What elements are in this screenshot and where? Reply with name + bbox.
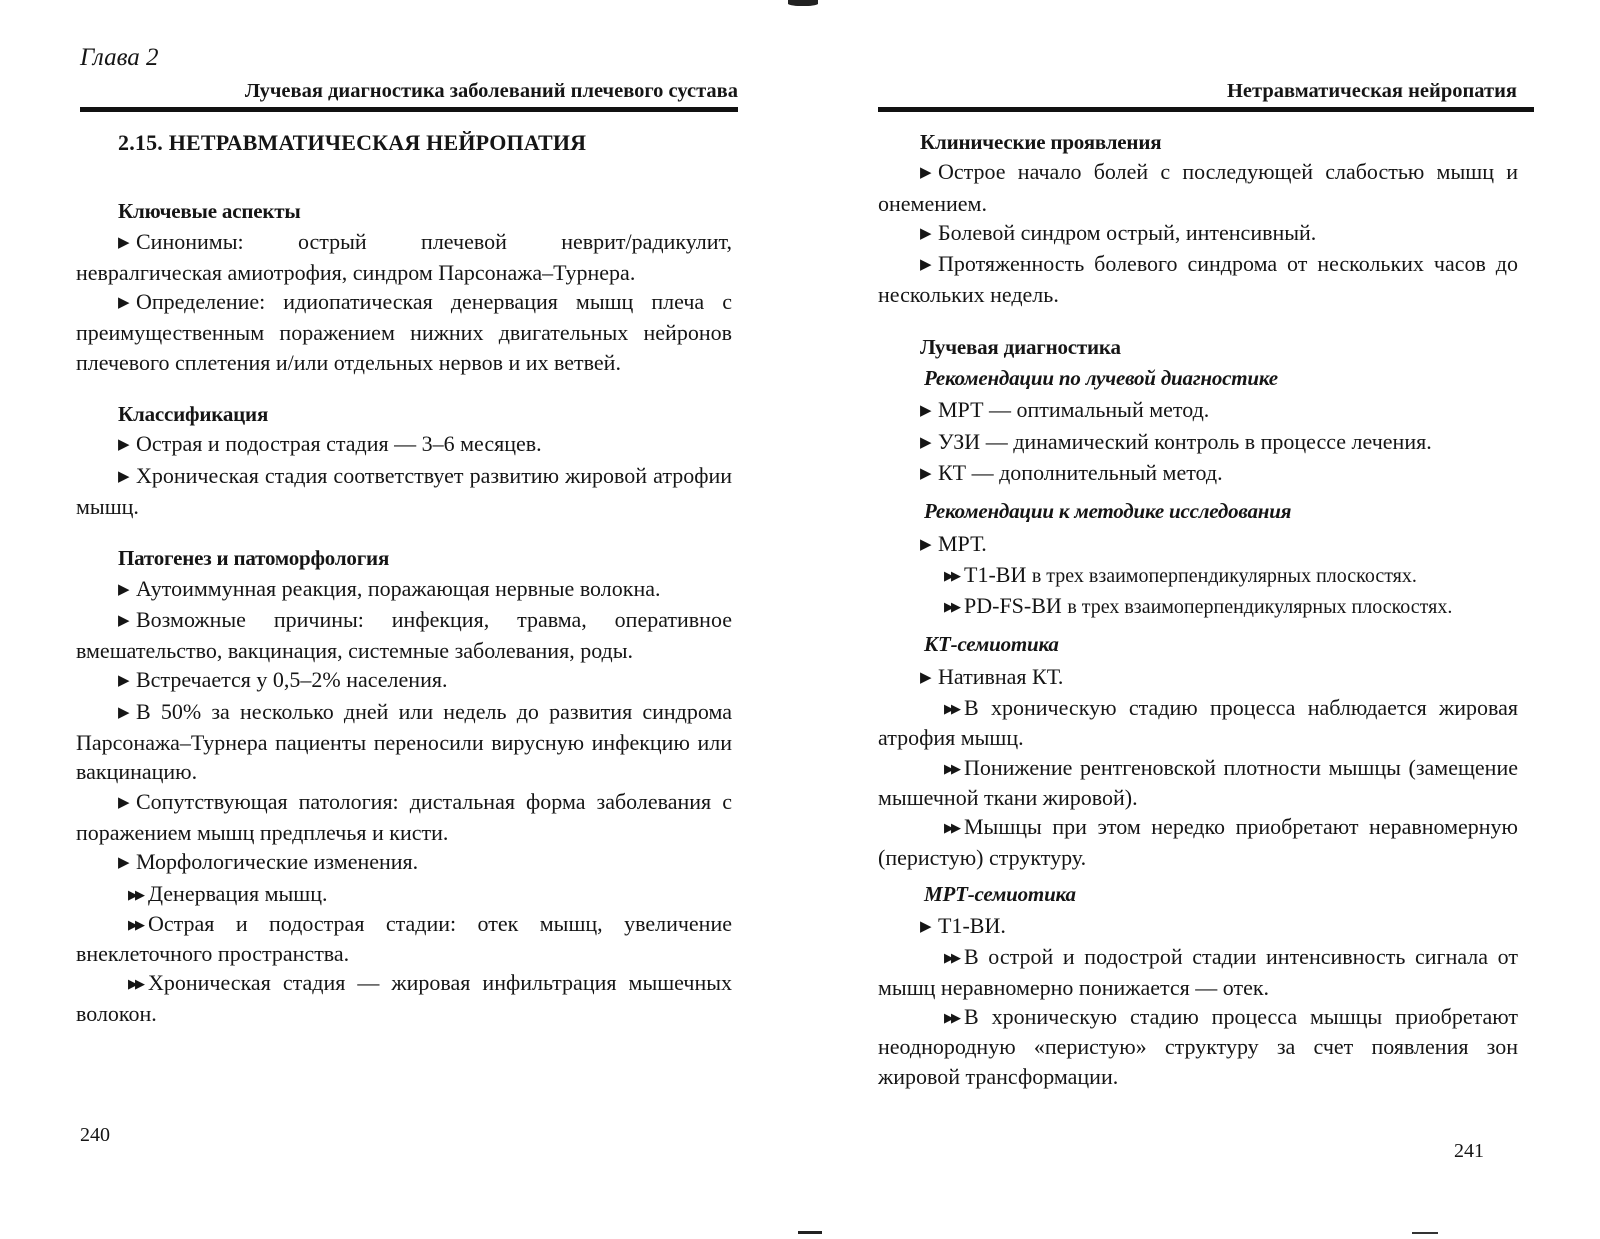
heading-key-aspects: Ключевые аспекты xyxy=(118,199,301,224)
double-arrow-icon: ▶▶ xyxy=(944,820,958,836)
list-item: ▶ Острая и подострая стадия — 3–6 месяцев. xyxy=(76,429,732,460)
list-item: ▶ Определение: идиопатическая денервация мышц плеча с преимущественным поражением нижних двигательных нейронов плечевого сплетения и/или отдельных нервов и их ветвей. xyxy=(76,289,732,375)
double-arrow-icon: ▶▶ xyxy=(944,1010,958,1026)
left-body xyxy=(76,128,732,1028)
sub-list-item: ▶▶ Острая и подострая стадии: отек мышц, увеличение внеклеточного пространства. xyxy=(76,910,732,967)
bullet-arrow-icon: ▶ xyxy=(920,669,932,686)
bullet-arrow-icon: ▶ xyxy=(118,673,130,690)
bullet-arrow-icon: ▶ xyxy=(118,234,130,251)
double-arrow-icon: ▶▶ xyxy=(128,976,142,992)
double-arrow-icon: ▶▶ xyxy=(128,916,142,932)
bullet-arrow-icon: ▶ xyxy=(118,612,130,629)
list-item: ▶ УЗИ — динамический контроль в процессе лечения. xyxy=(878,427,1518,458)
list-item: ▶ МРТ — оптимальный метод. xyxy=(878,395,1518,426)
fold-mark-bottom xyxy=(798,1231,822,1234)
list-item: ▶ Болевой синдром острый, интенсивный. xyxy=(878,218,1518,249)
left-page xyxy=(0,0,780,1239)
bullet-arrow-icon: ▶ xyxy=(920,465,932,482)
sub-list-item: ▶▶ Мышцы при этом нередко приобретают неравномерную (перистую) структуру. xyxy=(878,814,1518,870)
running-title-right: Нетравматическая нейропатия xyxy=(1226,80,1517,102)
list-item: ▶ Возможные причины: инфекция, травма, оперативное вмешательство, вакцинация, системные заболевания, роды. xyxy=(76,606,732,664)
sub-list-item: ▶▶ T1-ВИ в трех взаимоперпендикулярных плоскостях. xyxy=(878,560,1518,591)
page-number-left: 240 xyxy=(80,1124,110,1146)
heading-radiology: Лучевая диагностика xyxy=(920,334,1121,359)
double-arrow-icon: ▶▶ xyxy=(944,701,958,717)
section-title: 2.15. НЕТРАВМАТИЧЕСКАЯ НЕЙРОПАТИЯ xyxy=(118,130,587,155)
list-item: ▶ Протяженность болевого синдрома от нескольких часов до нескольких недель. xyxy=(878,251,1518,308)
subheading-ct: КТ-семиотика xyxy=(924,632,1059,657)
list-item: ▶ КТ — дополнительный метод. xyxy=(878,458,1518,489)
bullet-arrow-icon: ▶ xyxy=(920,919,932,936)
double-arrow-icon: ▶▶ xyxy=(944,567,958,583)
right-page xyxy=(860,0,1600,1239)
list-item: ▶ Сопутствующая патология: дистальная форма заболевания с поражением мышц предплечья и кисти. xyxy=(76,788,732,845)
header-rule-right xyxy=(878,107,1534,112)
list-item: ▶ МРТ. xyxy=(878,529,1518,560)
bullet-arrow-icon: ▶ xyxy=(920,403,932,420)
bullet-arrow-icon: ▶ xyxy=(118,581,130,598)
subheading-mri: МРТ-семиотика xyxy=(924,881,1076,906)
bullet-arrow-icon: ▶ xyxy=(118,437,130,454)
subheading-recommendations: Рекомендации по лучевой диагностике xyxy=(924,366,1278,391)
sub-list-item: ▶▶ В хроническую стадию процесса мышцы приобретают неоднородную «перистую» структуру за счет появления зон жировой трансформации. xyxy=(878,1004,1518,1089)
double-arrow-icon: ▶▶ xyxy=(944,950,958,966)
subheading-method: Рекомендации к методике исследования xyxy=(924,499,1292,524)
bullet-arrow-icon: ▶ xyxy=(920,225,932,242)
bullet-arrow-icon: ▶ xyxy=(920,434,932,451)
bullet-arrow-icon: ▶ xyxy=(920,165,932,182)
list-item: ▶ Морфологические изменения. xyxy=(76,847,732,878)
list-item: ▶ Острое начало болей с последующей слабостью мышц и онемением. xyxy=(878,159,1518,216)
fold-mark-top xyxy=(788,0,818,6)
bullet-arrow-icon: ▶ xyxy=(118,704,130,721)
sub-list-item: ▶▶ Денервация мышц. xyxy=(76,879,732,909)
double-arrow-icon: ▶▶ xyxy=(944,599,958,615)
list-item: ▶ Хроническая стадия соответствует развитию жировой атрофии мышц. xyxy=(76,462,732,519)
right-body xyxy=(878,128,1518,1091)
sub-list-item: ▶▶ PD-FS-ВИ в трех взаимоперпендикулярных плоскостях. xyxy=(878,591,1518,622)
sub-list-item: ▶▶ В хроническую стадию процесса наблюдается жировая атрофия мышц. xyxy=(878,695,1518,751)
list-item: ▶ Аутоиммунная реакция, поражающая нервные волокна. xyxy=(76,574,732,605)
list-item: ▶ Нативная КТ. xyxy=(878,662,1518,693)
list-item: ▶ В 50% за несколько дней или недель до развития синдрома Парсонажа–Турнера пациенты переносили вирусную инфекцию или вакцинацию. xyxy=(76,698,732,785)
heading-clinical: Клинические проявления xyxy=(920,130,1162,154)
double-arrow-icon: ▶▶ xyxy=(128,886,142,902)
page-number-right: 241 xyxy=(1454,1140,1484,1162)
bullet-arrow-icon: ▶ xyxy=(118,468,130,485)
bullet-arrow-icon: ▶ xyxy=(118,855,130,872)
list-item: ▶ T1-ВИ. xyxy=(878,911,1518,942)
double-arrow-icon: ▶▶ xyxy=(944,760,958,776)
bullet-arrow-icon: ▶ xyxy=(118,794,130,811)
list-item: ▶ Синонимы: острый плечевой неврит/радикулит, невралгическая амиотрофия, синдром Парсонажа–Турнера. xyxy=(76,228,732,285)
chapter-label: Глава 2 xyxy=(80,44,159,71)
bullet-arrow-icon: ▶ xyxy=(920,536,932,553)
list-item: ▶ Встречается у 0,5–2% населения. xyxy=(76,665,732,696)
heading-classification: Классификация xyxy=(118,402,269,427)
running-title-left: Лучевая диагностика заболеваний плечевого сустава xyxy=(244,80,738,102)
heading-pathogenesis: Патогенез и патоморфология xyxy=(118,546,390,571)
sub-list-item: ▶▶ В острой и подострой стадии интенсивность сигнала от мышц неравномерно понижается — отек. xyxy=(878,944,1518,1000)
bullet-arrow-icon: ▶ xyxy=(118,295,130,312)
sub-list-item: ▶▶ Понижение рентгеновской плотности мышцы (замещение мышечной ткани жировой). xyxy=(878,754,1518,810)
bullet-arrow-icon: ▶ xyxy=(920,257,932,274)
sub-list-item: ▶▶ Хроническая стадия — жировая инфильтрация мышечных волокон. xyxy=(76,970,732,1026)
header-rule-left xyxy=(80,107,738,112)
